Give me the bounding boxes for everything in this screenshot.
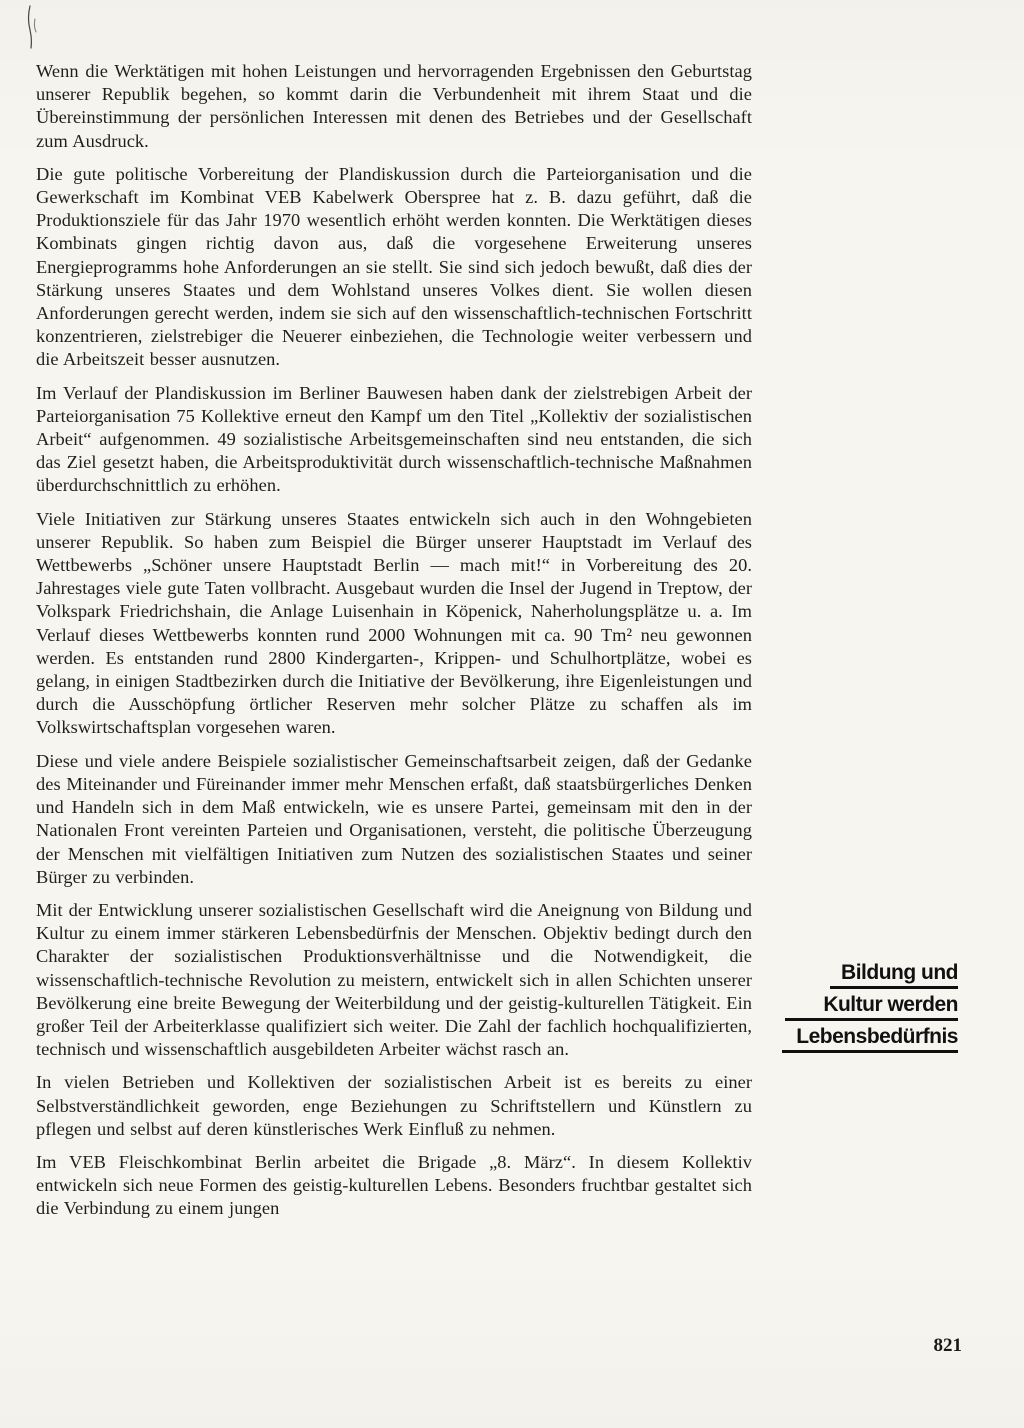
page-number: 821: [933, 1335, 962, 1356]
paragraph-5: Diese und viele andere Beispiele sozialistischer Gemeinschaftsarbeit zeigen, daß der Gedanke des Miteinander und Füreinander immer mehr Menschen erfaßt, daß staatsbürgerliches Denken und Handeln sich in dem Maß entwickeln, wie es unsere Partei, gemeinsam mit den in der Nationalen Front vereinten Parteien und Organisationen, versteht, die politische Überzeugung der Menschen mit vielfältigen Initiativen zum Nutzen des sozialistischen Staates und seiner Bürger zu verbinden.: [36, 750, 752, 887]
paragraph-7: In vielen Betrieben und Kollektiven der sozialistischen Arbeit ist es bereits zu einer Selbstverständlichkeit geworden, enge Beziehungen zu Schriftstellern und Künstlern zu pflegen und selbst auf deren künstlerisches Werk Einfluß zu nehmen.: [36, 1072, 752, 1139]
sidebar-heading-line-1: Bildung und: [780, 957, 958, 989]
paragraph-1: Wenn die Werktätigen mit hohen Leistungen und hervorragenden Ergebnissen den Geburtstag unserer Republik begehen, so kommt darin die Verbundenheit mit ihrem Staat und die Übereinstimmung der persönlichen Interessen mit denen des Betriebes und der Gesellschaft zum Ausdruck.: [36, 61, 752, 151]
main-text-column: [36, 60, 752, 1221]
paragraph-6: Mit der Entwicklung unserer sozialistischen Gesellschaft wird die Aneignung von Bildung und Kultur zu einem immer stärkeren Lebensbedürfnis der Menschen. Objektiv bedingt durch den Charakter der sozialistischen Produktionsverhältnisse und die Notwendigkeit, die wissenschaftlich-technische Revolution zu meistern, entwickelt sich in allen Schichten unserer Bevölkerung eine breite Bewegung der Weiterbildung und der geistig-kulturellen Tätigkeit. Ein großer Teil der Arbeiterklasse qualifiziert sich weiter. Die Zahl der fachlich hochqualifizierten, technisch und wissenschaftlich ausgebildeten Arbeiter wächst rasch an.: [36, 899, 752, 1060]
sidebar-heading: [780, 957, 958, 1053]
margin-mark-icon: [26, 4, 42, 50]
sidebar-heading-line-2: Kultur werden: [780, 989, 958, 1021]
paragraph-8: Im VEB Fleischkombinat Berlin arbeitet die Brigade „8. März“. In diesem Kollektiv entwickeln sich neue Formen des geistig-kulturellen Lebens. Besonders fruchtbar gestaltet sich die Verbindung zu einem jungen: [36, 1151, 752, 1219]
paragraph-3: Im Verlauf der Plandiskussion im Berliner Bauwesen haben dank der zielstrebigen Arbeit der Parteiorganisation 75 Kollektive erneut den Kampf um den Titel „Kollektiv der sozialistischen Arbeit“ aufgenommen. 49 sozialistische Arbeitsgemeinschaften sind neu entstanden, die sich das Ziel gesetzt haben, die Arbeitsproduktivität durch wissenschaftlich-technische Maßnahmen überdurchschnittlich zu erhöhen.: [36, 382, 752, 496]
paragraph-2: Die gute politische Vorbereitung der Plandiskussion durch die Parteiorganisation und die Gewerkschaft im Kombinat VEB Kabelwerk Oberspree hat z. B. dazu geführt, daß die Produktionsziele für das Jahr 1970 wesentlich erhöht werden konnten. Die Werktätigen dieses Kombinats gingen richtig davon aus, daß die vorgesehene Erweiterung unseres Energieprogramms hohe Anforderungen an sie stellt. Sie sind sich jedoch bewußt, daß dies der Stärkung unseres Staates und dem Wohlstand unseres Volkes dient. Sie wollen diesen Anforderungen gerecht werden, indem sie sich auf den wissenschaftlich-technischen Fortschritt konzentrieren, zielstrebiger die Neuerer einbeziehen, die Technologie weiter verbessern und die Arbeitszeit besser ausnutzen.: [36, 163, 752, 370]
sidebar-heading-line-3: Lebensbedürfnis: [780, 1021, 958, 1053]
paragraph-4: Viele Initiativen zur Stärkung unseres Staates entwickeln sich auch in den Wohngebieten unserer Republik. So haben zum Beispiel die Bürger unserer Hauptstadt im Verlauf des Wettbewerbs „Schöner unsere Hauptstadt Berlin — mach mit!“ in Vorbereitung des 20. Jahrestages viele gute Taten vollbracht. Ausgebaut wurden die Insel der Jugend in Treptow, der Volkspark Friedrichshain, die Anlage Luisenhain in Köpenick, Naherholungsplätze u. a. Im Verlauf dieses Wettbewerbs konnten rund 2000 Wohnungen mit ca. 90 Tm² neu gewonnen werden. Es entstanden rund 2800 Kindergarten-, Krippen- und Schulhortplätze, wobei es gelang, in einigen Stadtbezirken durch die Initiative der Bevölkerung, ihre Eigenleistungen und durch die Ausschöpfung örtlicher Reserven mehr solcher Plätze zu schaffen als im Volkswirtschaftsplan vorgesehen waren.: [36, 508, 752, 738]
